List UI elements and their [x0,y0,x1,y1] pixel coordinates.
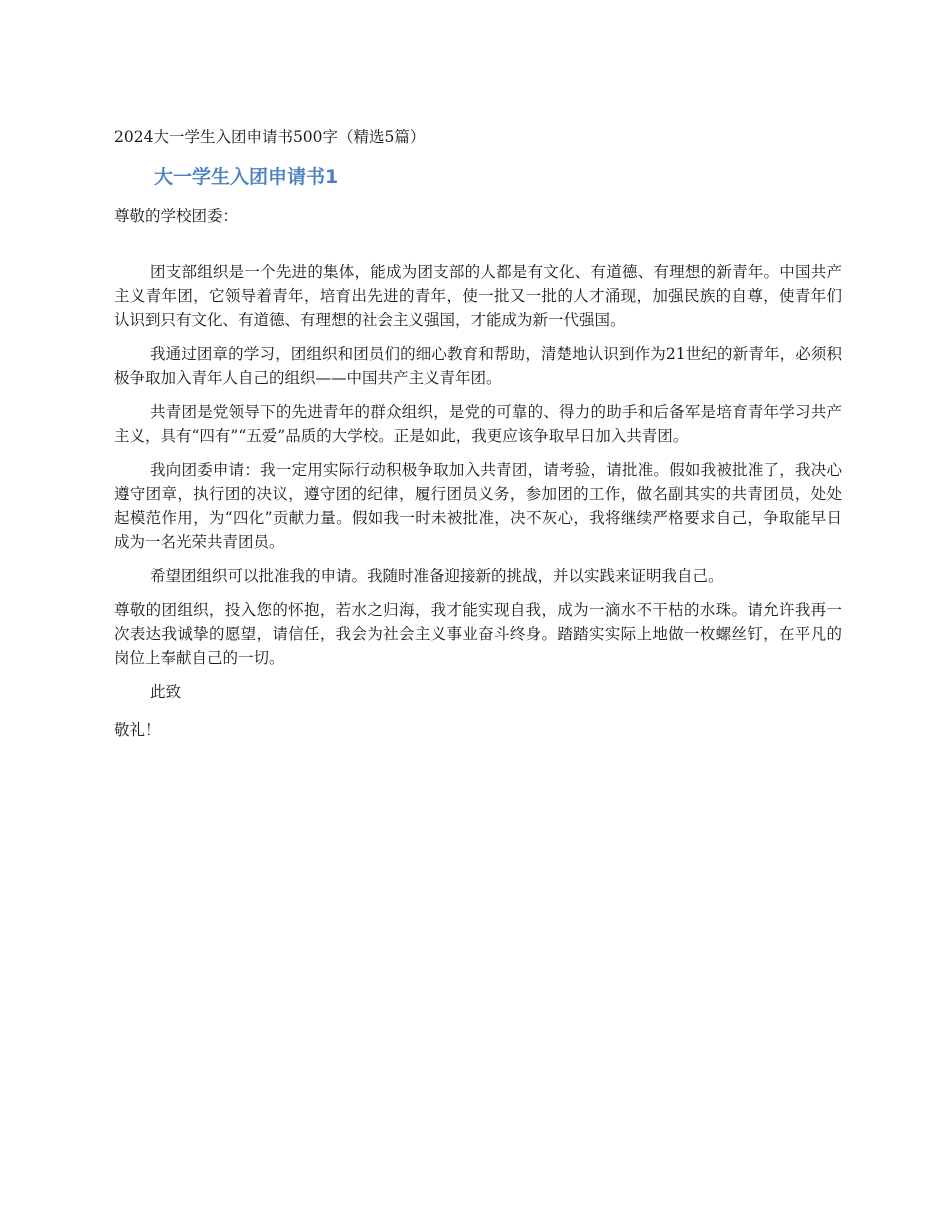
letter-body [114,260,842,756]
closing-line: 此致 [150,683,182,701]
paragraph: 我向团委申请：我一定用实际行动积极争取加入共青团，请考验，请批准。假如我被批准了，我决心遵守团章，执行团的决议，遵守团的纪律，履行团员义务，参加团的工作，做名副其实的共青团员，处处起模范作用，为“四化”贡献力量。假如我一时未被批准，决不灰心，我将继续严格要求自己，争取能早日成为一名光荣共青团员。 [114,461,842,551]
paragraph: 希望团组织可以批准我的申请。我随时准备迎接新的挑战，并以实践来证明我自己。 [150,567,724,585]
section-heading: 大一学生入团申请书1 [154,166,339,188]
paragraph: 共青团是党领导下的先进青年的群众组织，是党的可靠的、得力的助手和后备军是培育青年学习共产主义，具有“四有”“五爱”品质的大学校。正是如此，我更应该争取早日加入共青团。 [114,403,842,445]
paragraph: 团支部组织是一个先进的集体，能成为团支部的人都是有文化、有道德、有理想的新青年。中国共产主义青年团，它领导着青年，培育出先进的青年，使一批又一批的人才涌现，加强民族的自尊，使青年们认识到只有文化、有道德、有理想的社会主义强国，才能成为新一代强国。 [114,263,842,329]
document-title: 2024大一学生入团申请书500字（精选5篇） [114,128,426,146]
salutation: 尊敬的学校团委： [114,207,239,225]
paragraph: 尊敬的团组织，投入您的怀抱，若水之归海，我才能实现自我，成为一滴水不干枯的水珠。请允许我再一次表达我诚挚的愿望，请信任，我会为社会主义事业奋斗终身。踏踏实实际上地做一枚螺丝钉，在平凡的岗位上奉献自己的一切。 [114,601,842,667]
closing-salute: 敬礼！ [114,721,161,739]
paragraph: 我通过团章的学习，团组织和团员们的细心教育和帮助，清楚地认识到作为21世纪的新青年，必须积极争取加入青年人自己的组织——中国共产主义青年团。 [114,345,842,387]
